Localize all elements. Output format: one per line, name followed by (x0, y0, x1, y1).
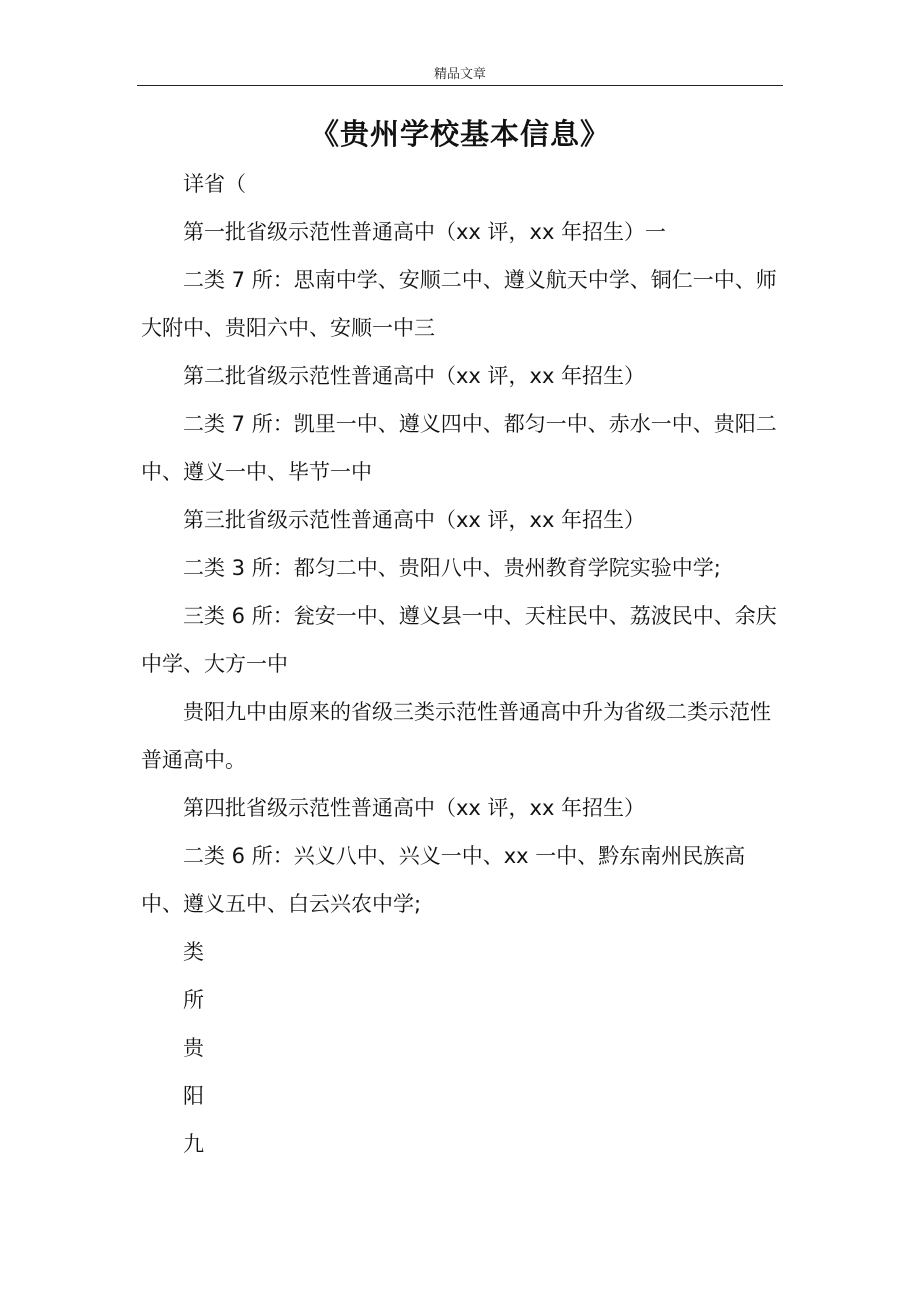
paragraph: 所 (183, 988, 204, 1012)
document-title: 《贵州学校基本信息》 (309, 117, 610, 151)
paragraph: 贵阳九中由原来的省级三类示范性普通高中升为省级二类示范性普通高中。 (141, 700, 771, 772)
paragraph: 第三批省级示范性普通高中（xx 评，xx 年招生） (183, 508, 646, 532)
paragraph: 详省（ (183, 172, 246, 196)
paragraph: 二类 7 所：思南中学、安顺二中、遵义航天中学、铜仁一中、师大附中、贵阳六中、安顺一中三 (141, 268, 777, 340)
paragraph: 二类 7 所：凯里一中、遵义四中、都匀一中、赤水一中、贵阳二中、遵义一中、毕节一中 (141, 412, 777, 484)
page-header-label: 精品文章 (433, 67, 486, 82)
header-divider (137, 85, 783, 86)
paragraph: 二类 6 所：兴义八中、兴义一中、xx 一中、黔东南州民族高中、遵义五中、白云兴农中学; (141, 844, 746, 916)
paragraph: 二类 3 所：都匀二中、贵阳八中、贵州教育学院实验中学; (183, 556, 721, 580)
paragraph: 阳 (183, 1084, 204, 1108)
paragraph: 类 (183, 940, 204, 964)
paragraph: 九 (183, 1132, 204, 1156)
paragraph: 贵 (183, 1036, 204, 1060)
paragraph: 三类 6 所：瓮安一中、遵义县一中、天柱民中、荔波民中、余庆中学、大方一中 (141, 604, 777, 676)
paragraph: 第二批省级示范性普通高中（xx 评，xx 年招生） (183, 364, 646, 388)
document-body (141, 160, 783, 1168)
paragraph: 第一批省级示范性普通高中（xx 评，xx 年招生）一 (183, 220, 667, 244)
paragraph: 第四批省级示范性普通高中（xx 评，xx 年招生） (183, 796, 646, 820)
